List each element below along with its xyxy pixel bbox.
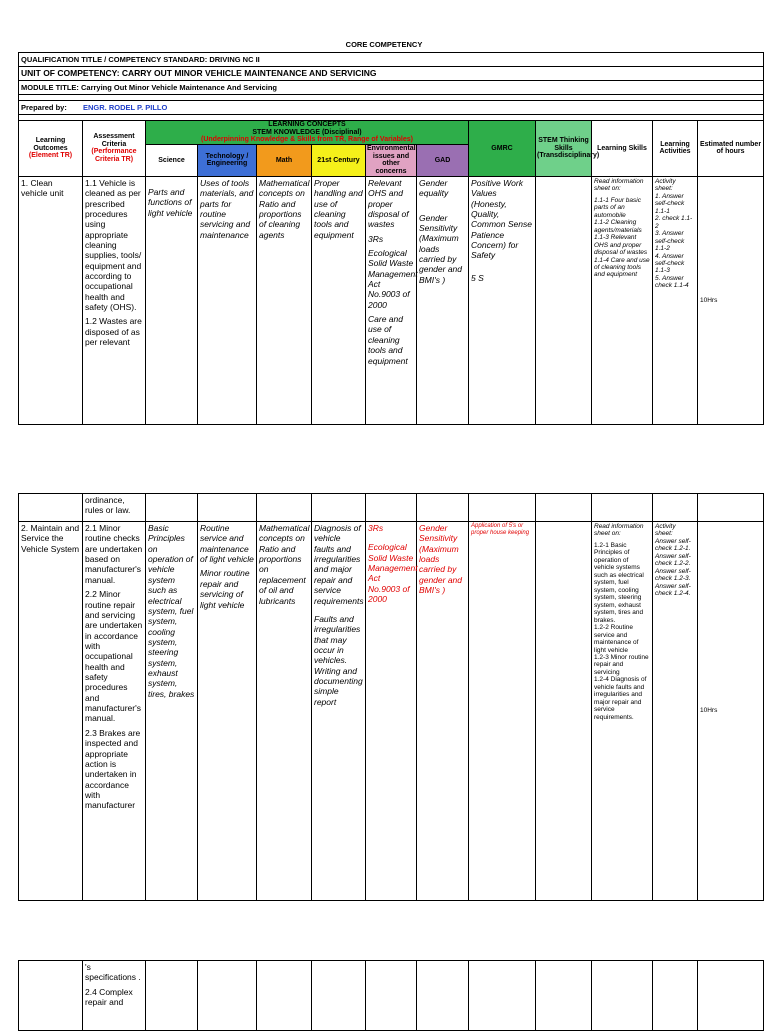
- col-math: Math: [257, 145, 312, 177]
- science-2: Basic Principles on operation of vehicle system such as electrical system, fuel system, cooling system, steering system, exhaust system, tires, brakes: [146, 522, 198, 901]
- assessment-criteria-1-cont: ordinance, rules or law.: [83, 494, 146, 522]
- col-technology: Technology / Engineering: [198, 145, 257, 177]
- document-title: CORE COMPETENCY: [345, 40, 423, 49]
- stem-thinking-1: [536, 176, 592, 424]
- prepared-by-value: ENGR. RODEL P. PILLO: [83, 102, 168, 112]
- hours-1: 10Hrs: [698, 176, 764, 424]
- table-row: [19, 494, 764, 522]
- gad-2: Gender Sensitivity (Maximum loads carried by gender and BMI's ): [417, 522, 469, 901]
- gad-1: Gender equality Gender Sensitivity (Maximum loads carried by gender and BMI's ): [417, 176, 469, 424]
- col-gad: GAD: [417, 145, 469, 177]
- math-2: Mathematical concepts on Ratio and proportions on replacement of oil and lubricants: [257, 522, 312, 901]
- col-learning-activities: Learning Activities: [653, 121, 698, 177]
- col-estimated-hours: Estimated number of hours: [698, 121, 764, 177]
- assessment-criteria-2-cont: 's specifications . 2.4 Complex repair and: [83, 961, 146, 1031]
- unit-of-competency: UNIT OF COMPETENCY: CARRY OUT MINOR VEHICLE MAINTENANCE AND SERVICING: [19, 67, 764, 81]
- col-learning-concepts: LEARNING CONCEPTS STEM KNOWLEDGE (Disciplinal) (Underpinning Knowledge & Skills from TR, Range of Variables): [146, 121, 469, 145]
- qualification-title: QUALIFICATION TITLE / COMPETENCY STANDARD: DRIVING NC II: [19, 53, 764, 67]
- competency-table-page-1: [18, 52, 764, 425]
- assessment-criteria-2: 2.1 Minor routine checks are undertaken based on manufacturer's manual. 2.2 Minor routine repair and servicing are undertaken in accordance with occupational health and safety procedures and manufacturer's manual. 2.3 Brakes are inspected and appropriate action is undertaken in accordance with manufacturer: [83, 522, 146, 901]
- col-gmrc: GMRC: [469, 121, 536, 177]
- gmrc-2: Application of 5's or proper house keeping: [469, 522, 536, 901]
- environmental-2: 3Rs Ecological Solid Waste Management Act No.9003 of 2000: [366, 522, 417, 901]
- learning-skills-2: Read information sheet on: 1.2-1 Basic Principles of operation of vehicle systems such as electrical system, fuel system, cooling system, steering system, exhaust system, tires and brakes. 1.2-2 Routine service and maintenance of light vehicle 1.2-3 Minor routine repair and servicing 1.2-4 Diagnosis of vehicle faults and irregularities and major repair and service requirements.: [592, 522, 653, 901]
- learning-activities-2: Activity sheet: Answer self-check 1.2-1. Answer self-check 1.2-2. Answer self-check 1.2-3. Answer self-check 1.2-4.: [653, 522, 698, 901]
- learning-activities-1: Activity sheet: 1. Answer self-check 1.1-1 2. check 1.1-2 3. Answer self-check 1.1-2 4. Answer self-check 1.1-3 5. Answer check 1.1-4: [653, 176, 698, 424]
- learning-skills-1: Read information sheet on: 1.1-1 Four basic parts of an automobile 1.1-2 Cleaning agents/materials 1.1-3 Relevant OHS and proper disposal of wastes 1.1-4 Care and use of cleaning tools and equipment: [592, 176, 653, 424]
- col-learning-skills: Learning Skills: [592, 121, 653, 177]
- module-title: MODULE TITLE: Carrying Out Minor Vehicle Maintenance And Servicing: [19, 81, 764, 95]
- math-1: Mathematical concepts on Ratio and proportions of cleaning agents: [257, 176, 312, 424]
- century-1: Proper handling and use of cleaning tools and equipment: [312, 176, 366, 424]
- table-row: [19, 961, 764, 1031]
- col-environmental: Environmental issues and other concerns: [367, 145, 416, 176]
- technology-1: Uses of tools materials, and parts for routine servicing and maintenance: [198, 176, 257, 424]
- col-assessment-criteria: Assessment Criteria (Performance Criteria TR): [83, 121, 146, 177]
- learning-outcome-1: 1. Clean vehicle unit: [19, 176, 83, 424]
- col-21st-century: 21st Century: [312, 145, 366, 177]
- learning-outcome-2: 2. Maintain and Service the Vehicle System: [19, 522, 83, 901]
- prepared-by-label: Prepared by:: [21, 102, 67, 112]
- technology-2: Routine service and maintenance of light vehicle Minor routine repair and servicing of light vehicle: [198, 522, 257, 901]
- col-learning-outcomes: Learning Outcomes (Element TR): [19, 121, 83, 177]
- environmental-1: Relevant OHS and proper disposal of wastes 3Rs Ecological Solid Waste Management Act No.9003 of 2000 Care and use of cleaning tools and equipment: [366, 176, 417, 424]
- competency-table-page-2: [18, 493, 764, 901]
- assessment-criteria-1: 1.1 Vehicle is cleaned as per prescribed procedures using appropriate cleaning supplies, tools/ equipment and according to occupational health and safety (OHS). 1.2 Wastes are disposed of as per relevant: [83, 176, 146, 424]
- table-row: [19, 522, 764, 901]
- col-stem-thinking: STEM Thinking Skills (Transdisciplinary): [536, 121, 592, 177]
- col-science: Science: [146, 145, 198, 177]
- table-row: [19, 176, 764, 424]
- hours-2: 10Hrs: [698, 522, 764, 901]
- gmrc-1: Positive Work Values (Honesty, Quality, Common Sense Patience Concern) for Safety 5 S: [469, 176, 536, 424]
- century-2: Diagnosis of vehicle faults and irregularities and major repair and service requirements Faults and irregularities that may occur in vehicles. Writing and documenting simple report: [312, 522, 366, 901]
- competency-table-page-3: [18, 960, 764, 1031]
- science-1: Parts and functions of light vehicle: [146, 176, 198, 424]
- stem-thinking-2: [536, 522, 592, 901]
